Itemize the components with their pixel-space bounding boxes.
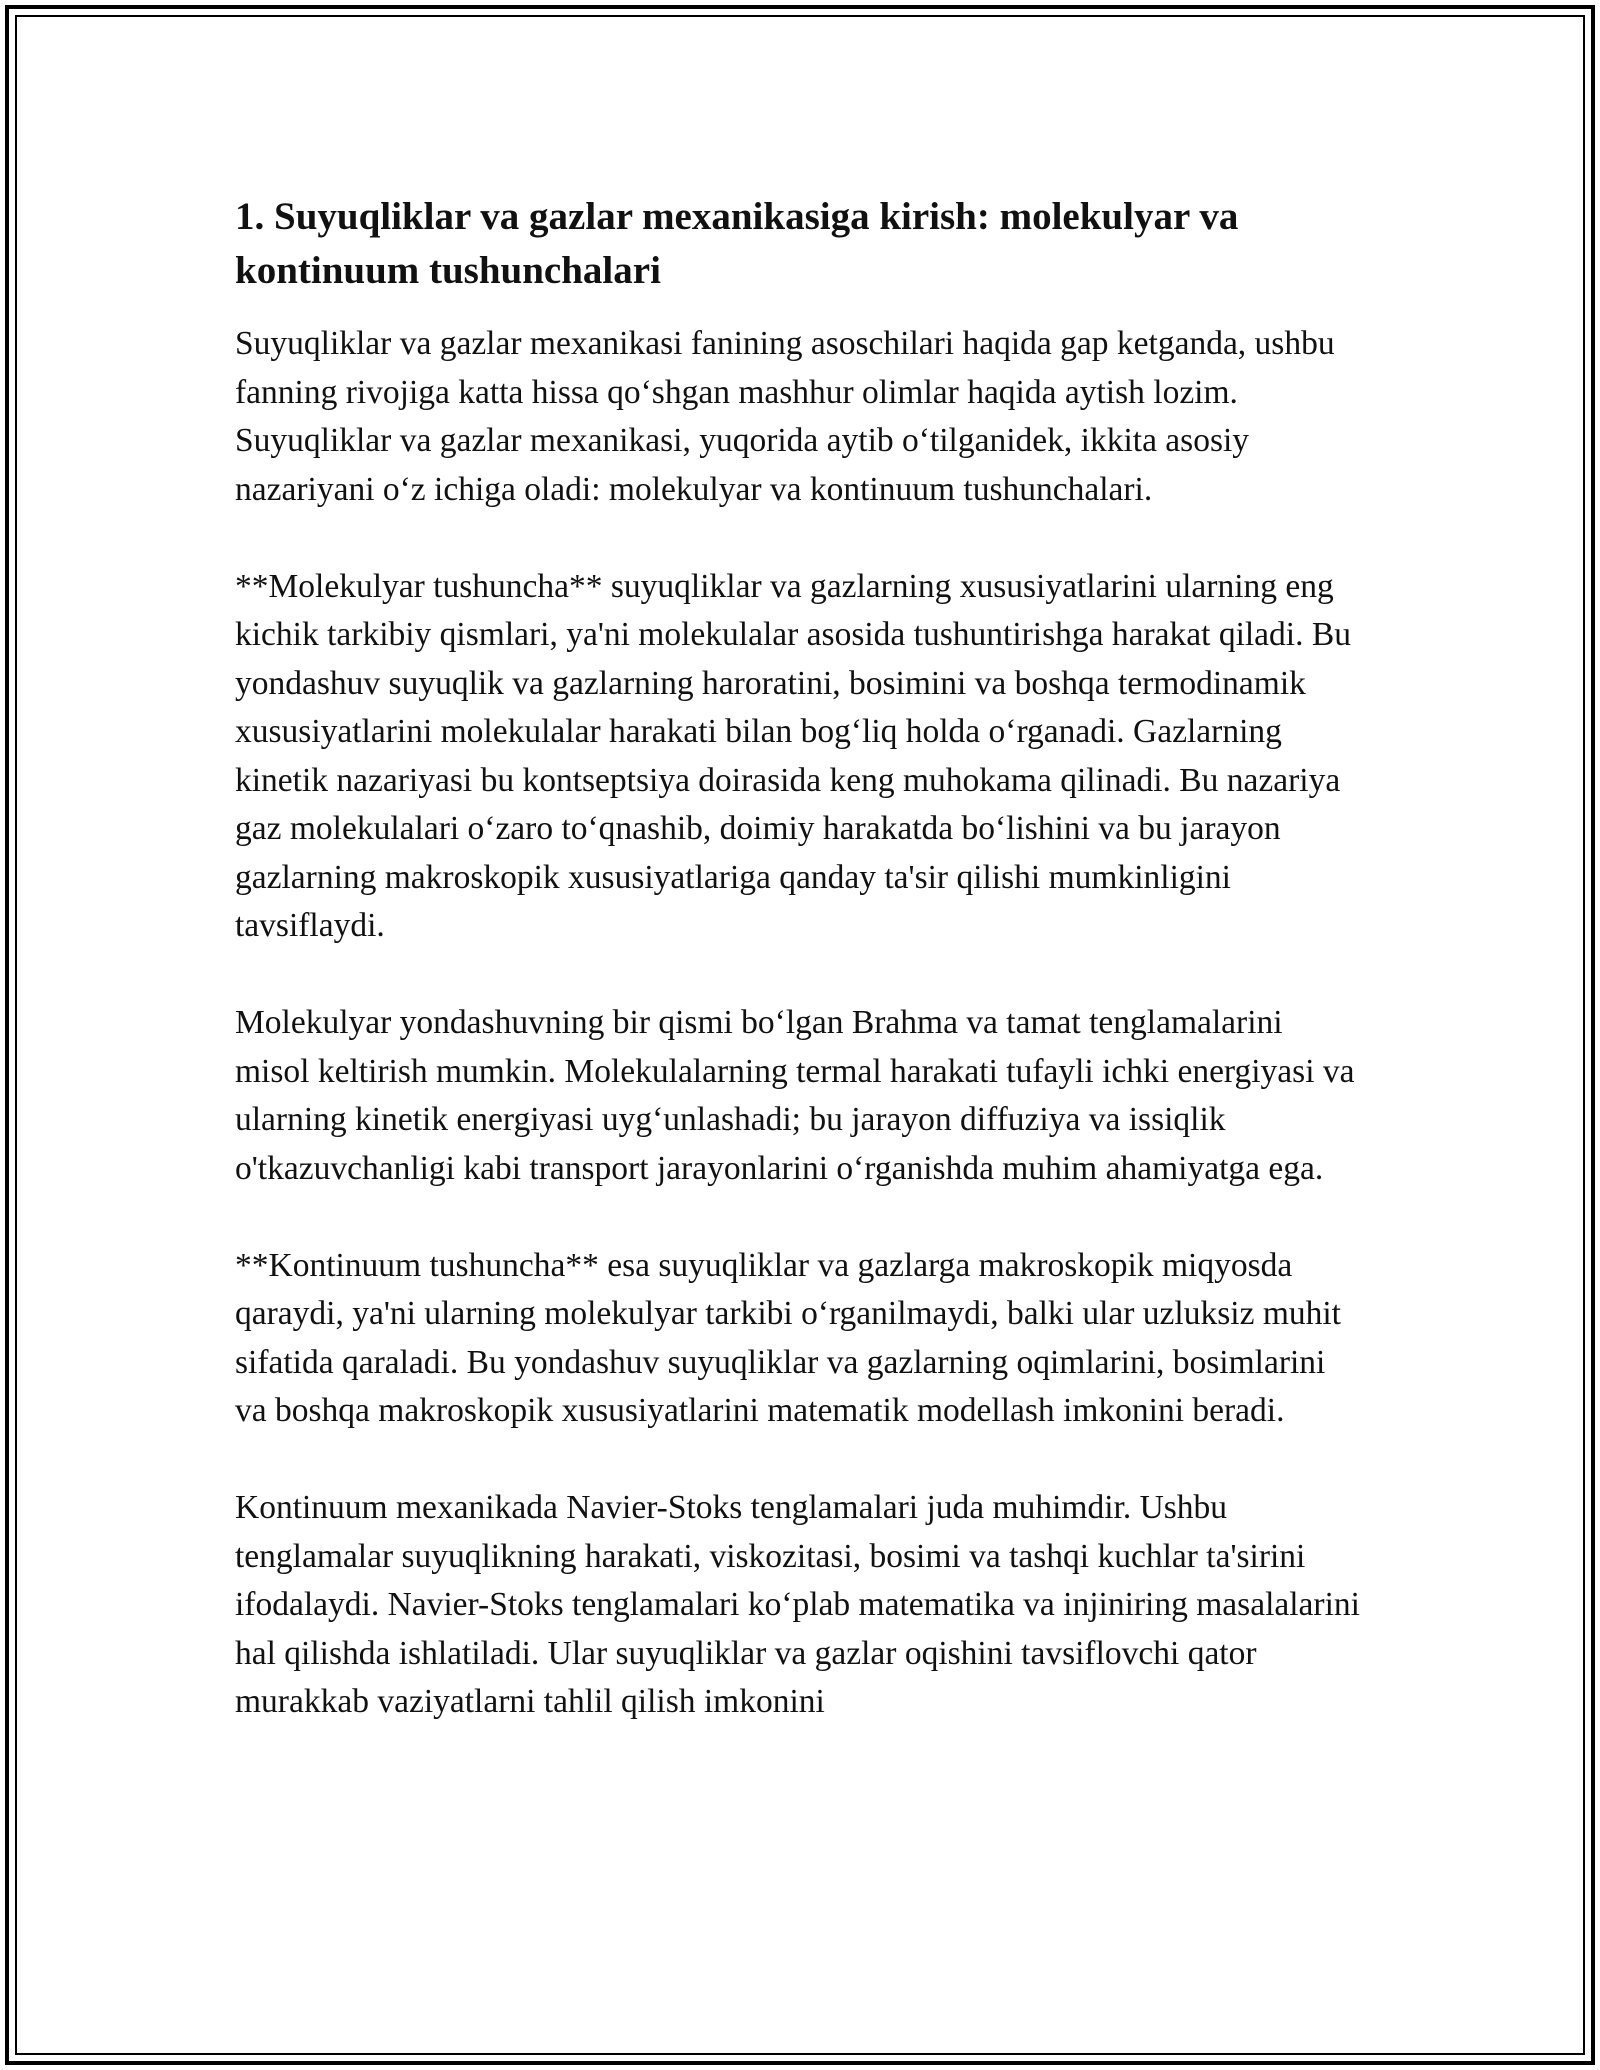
paragraph-molecular-example: Molekulyar yondashuvning bir qismi bo‘lgan Brahma va tamat tenglamalarini misol keltirish mumkin. Molekulalarning termal harakati tufayli ichki energiyasi va ularning kinetik energiyasi uyg‘unlashadi; bu jarayon diffuziya va issiqlik o'tkazuvchanligi kabi transport jarayonlarini o‘rganishda muhim ahamiyatga ega. [235,1004,1355,1187]
paragraph-continuum-concept: **Kontinuum tushuncha** esa suyuqliklar va gazlarga makroskopik miqyosda qaraydi, ya'ni ularning molekulyar tarkibi o‘rganilmaydi, balki ular uzluksiz muhit sifatida qaraladi. Bu yondashuv suyuqliklar va gazlarning oqimlarini, bosimlarini va boshqa makroskopik xususiyatlarini matematik modellash imkonini beradi. [235,1246,1341,1429]
section-heading: 1. Suyuqliklar va gazlar mexanikasiga kirish: molekulyar va kontinuum tushunchalari [235,195,1239,292]
paragraph-molecular-concept: **Molekulyar tushuncha** suyuqliklar va gazlarning xususiyatlarini ularning eng kichik tarkibiy qismlari, ya'ni molekulalar asosida tushuntirishga harakat qiladi. Bu yondashuv suyuqlik va gazlarning haroratini, bosimini va boshqa termodinamik xususiyatlarini molekulalar harakati bilan bog‘liq holda o‘rganadi. Gazlarning kinetik nazariyasi bu kontseptsiya doirasida keng muhokama qilinadi. Bu nazariya gaz molekulalari o‘zaro to‘qnashib, doimiy harakatda bo‘lishini va bu jarayon gazlarning makroskopik xususiyatlariga qanday ta'sir qilishi mumkinligini tavsiflaydi. [235,567,1351,944]
paragraph-intro: Suyuqliklar va gazlar mexanikasi fanining asoschilari haqida gap ketganda, ushbu fanning rivojiga katta hissa qo‘shgan mashhur olimlar haqida aytish lozim. Suyuqliklar va gazlar mexanikasi, yuqorida aytib o‘tilganidek, ikkita asosiy nazariyani o‘z ichiga oladi: molekulyar va kontinuum tushunchalari. [235,325,1335,508]
document-body [235,190,1365,1775]
paragraph-navier-stokes: Kontinuum mexanikada Navier-Stoks tenglamalari juda muhimdir. Ushbu tenglamalar suyuqlikning harakati, viskozitasi, bosimi va tashqi kuchlar ta'sirini ifodalaydi. Navier-Stoks tenglamalari ko‘plab matematika va injiniring masalalarini hal qilishda ishlatiladi. Ular suyuqliklar va gazlar oqishini tavsiflovchi qator murakkab vaziyatlarni tahlil qilish imkonini [235,1489,1360,1720]
